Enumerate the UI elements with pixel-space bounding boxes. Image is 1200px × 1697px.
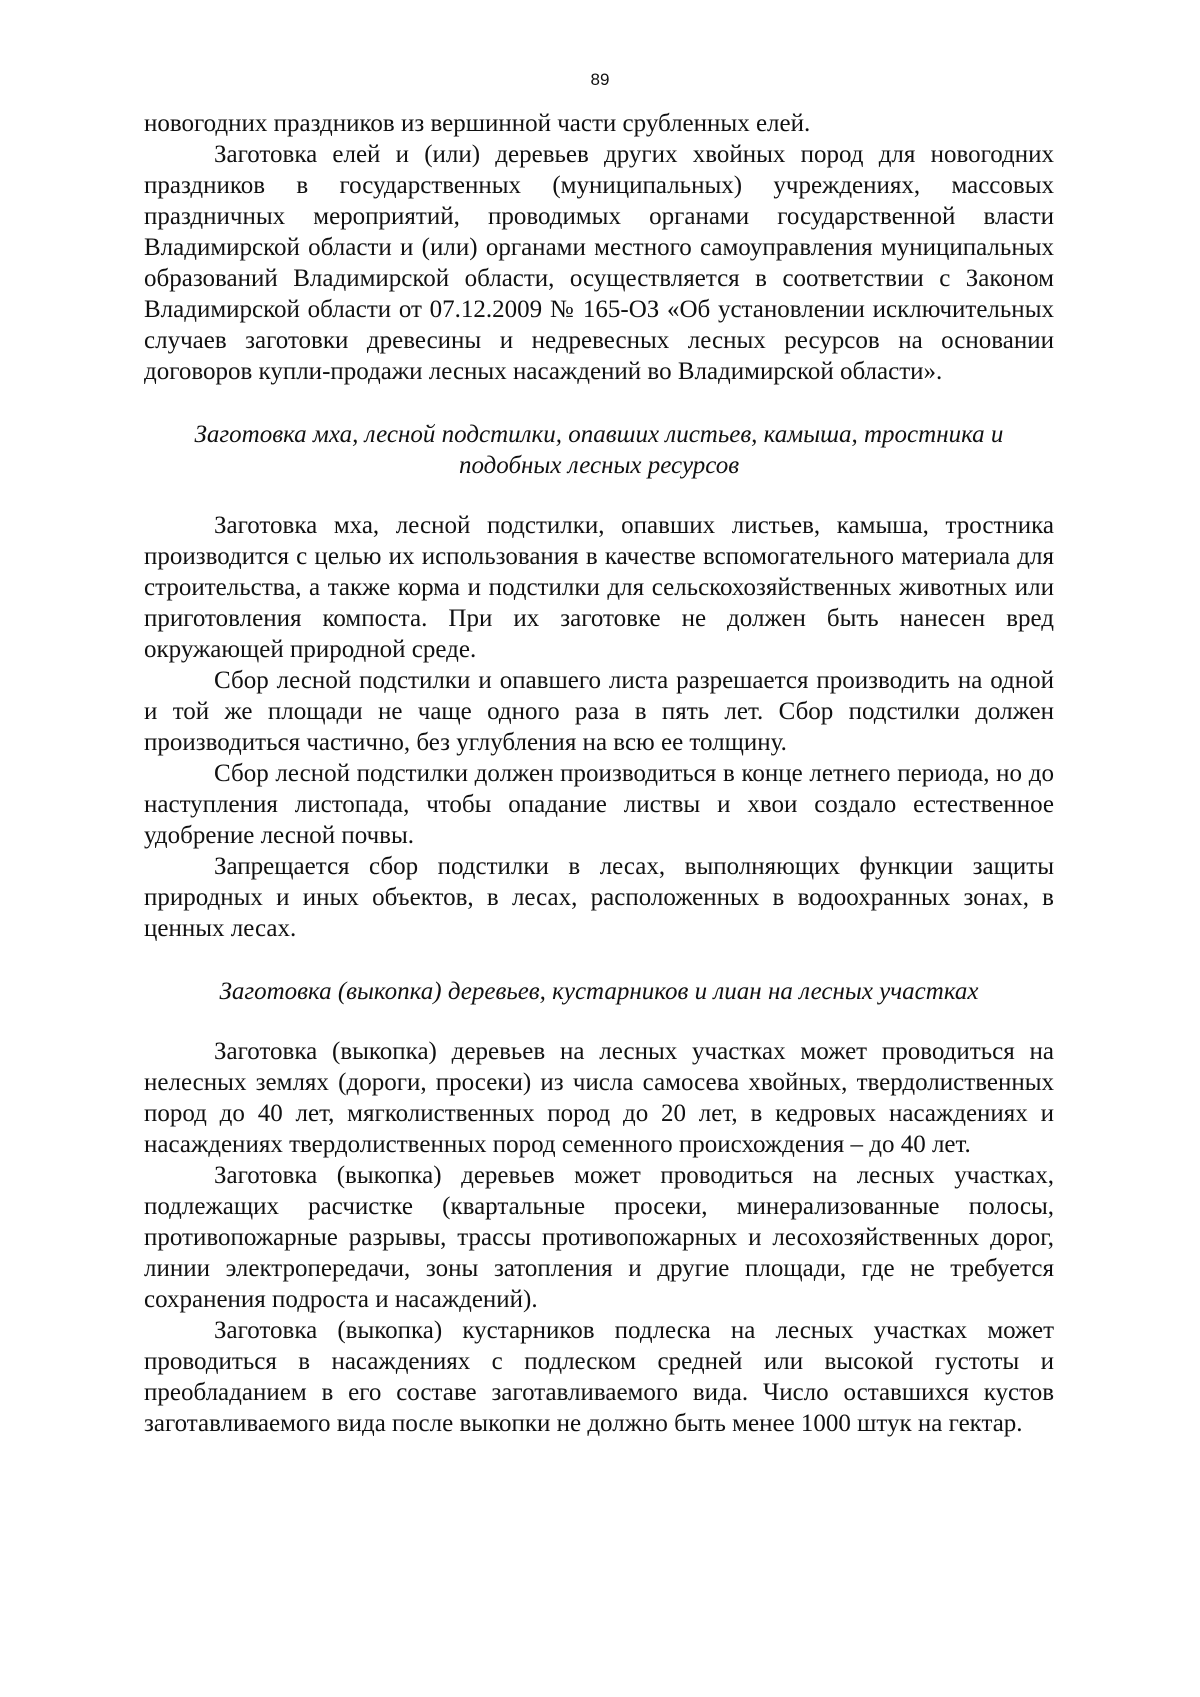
section-heading-moss: Заготовка мха, лесной подстилки, опавших листьев, камыша, тростника и подобных лесных ресурсов xyxy=(194,421,1004,479)
section-heading-digging: Заготовка (выкопка) деревьев, кустарников и лиан на лесных участках xyxy=(219,978,979,1005)
paragraph-litter-timing: Сбор лесной подстилки должен производиться в конце летнего периода, но до наступления листопада, чтобы опадание листвы и хвои создало естественное удобрение лесной почвы. xyxy=(144,760,1054,849)
paragraph-christmas-trees: Заготовка елей и (или) деревьев других хвойных пород для новогодних праздников в государственных (муниципальных) учреждениях, массовых праздничных мероприятий, проводимых органами государственной власти Владимирской области и (или) органами местного самоуправления муниципальных образований Владимирской области, осуществляется в соответствии с Законом Владимирской области от 07.12.2009 № 165-ОЗ «Об установлении исключительных случаев заготовки древесины и недревесных лесных ресурсов на основании договоров купли-продажи лесных насаждений во Владимирской области». xyxy=(144,141,1054,385)
paragraph-litter-prohibition: Запрещается сбор подстилки в лесах, выполняющих функции защиты природных и иных объектов, в лесах, расположенных в водоохранных зонах, в ценных лесах. xyxy=(144,853,1054,942)
spacer xyxy=(144,387,1054,419)
continuation-line: новогодних праздников из вершинной части срубленных елей. xyxy=(144,110,811,137)
spacer xyxy=(144,1007,1054,1036)
spacer xyxy=(144,481,1054,510)
paragraph-digging-clearing: Заготовка (выкопка) деревьев может проводиться на лесных участках, подлежащих расчистке (квартальные просеки, минерализованные полосы, противопожарные разрывы, трассы противопожарных и лесохозяйственных дорог, линии электропередачи, зоны затопления и другие площади, где не требуется сохранения подроста и насаждений). xyxy=(144,1162,1054,1313)
paragraph-digging-nonforest: Заготовка (выкопка) деревьев на лесных участках может проводиться на нелесных землях (дороги, просеки) из числа самосева хвойных, твердолиственных пород до 40 лет, мягколиственных пород до 20 лет, в кедровых насаждениях и насаждениях твердолиственных пород семенного происхождения – до 40 лет. xyxy=(144,1038,1054,1158)
paragraph-digging-shrubs: Заготовка (выкопка) кустарников подлеска на лесных участках может проводиться в насаждениях с подлеском средней или высокой густоты и преобладанием в его составе заготавливаемого вида. Число оставшихся кустов заготавливаемого вида после выкопки не должно быть менее 1000 штук на гектар. xyxy=(144,1317,1054,1437)
paragraph-litter-frequency: Сбор лесной подстилки и опавшего листа разрешается производить на одной и той же площади не чаще одного раза в пять лет. Сбор подстилки должен производиться частично, без углубления на всю ее толщину. xyxy=(144,667,1054,756)
page-number: 89 xyxy=(590,70,610,89)
spacer xyxy=(144,944,1054,976)
document-body xyxy=(144,108,1054,1439)
paragraph-moss-purpose: Заготовка мха, лесной подстилки, опавших листьев, камыша, тростника производится с целью их использования в качестве вспомогательного материала для строительства, а также корма и подстилки для сельскохозяйственных животных или приготовления компоста. При их заготовке не должен быть нанесен вред окружающей природной среде. xyxy=(144,512,1054,663)
